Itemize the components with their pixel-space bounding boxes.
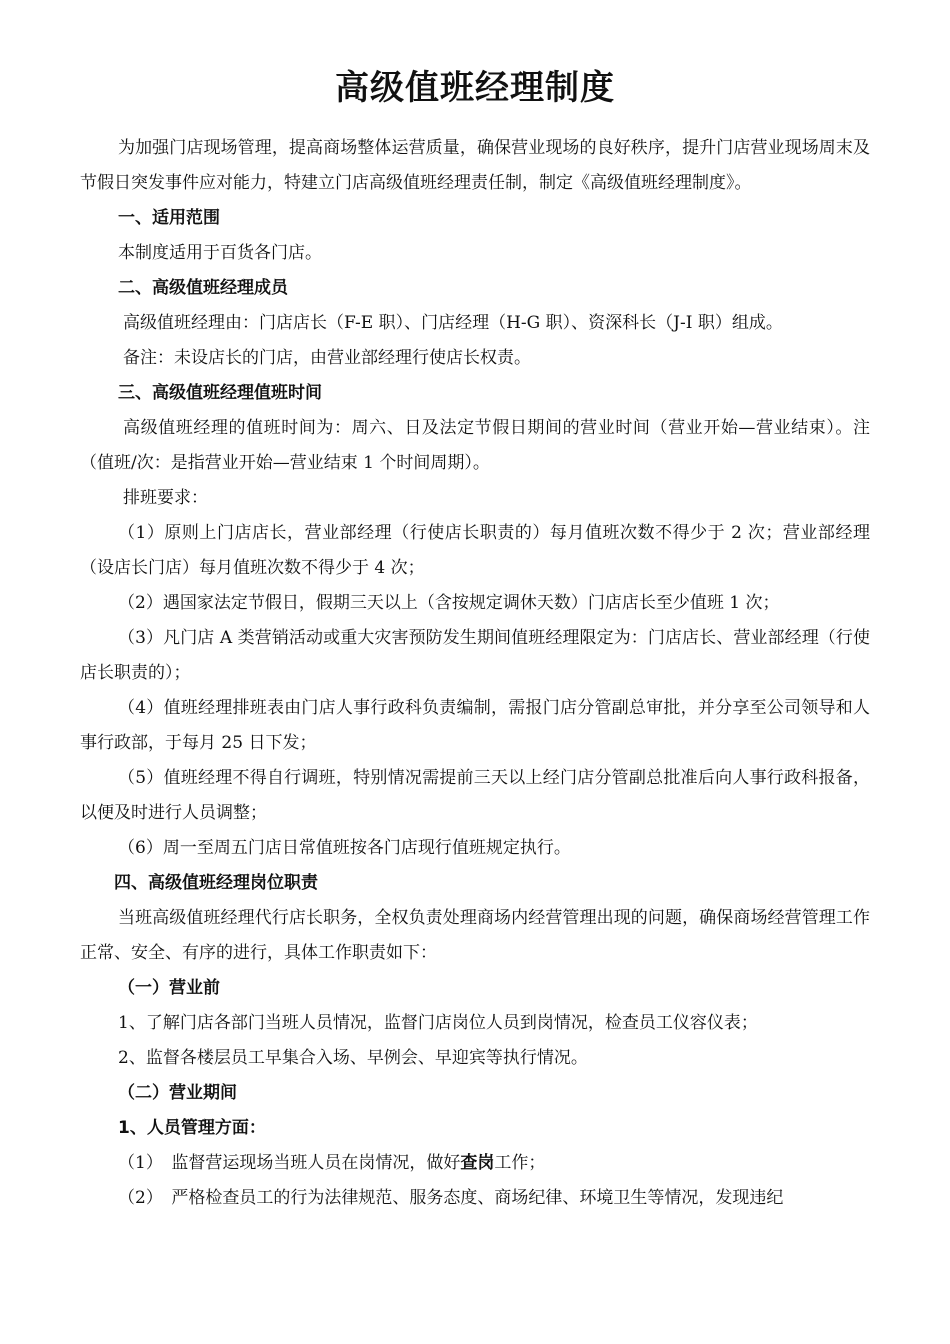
staff-item-suffix: 工作； xyxy=(494,1153,546,1173)
section-heading-responsibilities: 四、高级值班经理岗位职责 xyxy=(114,873,318,893)
before-opening-item: 1、了解门店各部门当班人员情况，监督门店岗位人员到岗情况，检查员工仪容仪表； xyxy=(118,1013,758,1033)
section-heading-duty-time: 三、高级值班经理值班时间 xyxy=(118,383,322,403)
subsection-heading-before-opening: （一）营业前 xyxy=(118,978,220,998)
section-heading-scope: 一、适用范围 xyxy=(118,208,220,228)
schedule-item: （5）值班经理不得自行调班，特别情况需提前三天以上经门店分管副总批准后向人事行政科报备，以便及时进行人员调整； xyxy=(80,768,870,823)
members-text: 高级值班经理由：门店店长（F-E 职）、门店经理（H-G 职）、资深科长（J-I 职）组成。 xyxy=(123,313,783,333)
duty-time-text: 高级值班经理的值班时间为：周六、日及法定节假日期间的营业时间（营业开始—营业结束）。注（值班/次：是指营业开始—营业结束 1 个时间周期）。 xyxy=(80,418,870,473)
scope-text: 本制度适用于百货各门店。 xyxy=(118,243,322,263)
staff-management-item: （2） 严格检查员工的行为法律规范、服务态度、商场纪律、环境卫生等情况，发现违纪 xyxy=(118,1188,784,1208)
document-title: 高级值班经理制度 xyxy=(335,68,615,108)
staff-management-item xyxy=(80,1146,870,1181)
staff-item-prefix: （1） 监督营运现场当班人员在岗情况，做好 xyxy=(118,1153,461,1173)
schedule-item: （1）原则上门店店长，营业部经理（行使店长职责的）每月值班次数不得少于 2 次；营业部经理（设店长门店）每月值班次数不得少于 4 次； xyxy=(80,523,870,578)
members-note: 备注：未设店长的门店，由营业部经理行使店长权责。 xyxy=(123,348,531,368)
schedule-item: （2）遇国家法定节假日，假期三天以上（含按规定调休天数）门店店长至少值班 1 次； xyxy=(118,593,780,613)
schedule-requirements-label: 排班要求： xyxy=(123,488,208,508)
staff-management-heading: 1、人员管理方面： xyxy=(118,1118,266,1138)
document-body xyxy=(80,131,870,1216)
schedule-item: （6）周一至周五门店日常值班按各门店现行值班规定执行。 xyxy=(118,838,571,858)
subsection-heading-business-hours: （二）营业期间 xyxy=(118,1083,237,1103)
schedule-item: （4）值班经理排班表由门店人事行政科负责编制，需报门店分管副总审批，并分享至公司领导和人事行政部，于每月 25 日下发； xyxy=(80,698,870,753)
before-opening-item: 2、监督各楼层员工早集合入场、早例会、早迎宾等执行情况。 xyxy=(118,1048,588,1068)
staff-item-bold: 查岗 xyxy=(460,1153,495,1173)
intro-paragraph: 为加强门店现场管理，提高商场整体运营质量，确保营业现场的良好秩序，提升门店营业现场周末及节假日突发事件应对能力，特建立门店高级值班经理责任制，制定《高级值班经理制度》。 xyxy=(80,138,870,193)
responsibilities-intro: 当班高级值班经理代行店长职务，全权负责处理商场内经营管理出现的问题，确保商场经营管理工作正常、安全、有序的进行，具体工作职责如下： xyxy=(80,908,870,963)
schedule-item: （3）凡门店 A 类营销活动或重大灾害预防发生期间值班经理限定为：门店店长、营业部经理（行使店长职责的）； xyxy=(80,628,870,683)
section-heading-members: 二、高级值班经理成员 xyxy=(118,278,288,298)
